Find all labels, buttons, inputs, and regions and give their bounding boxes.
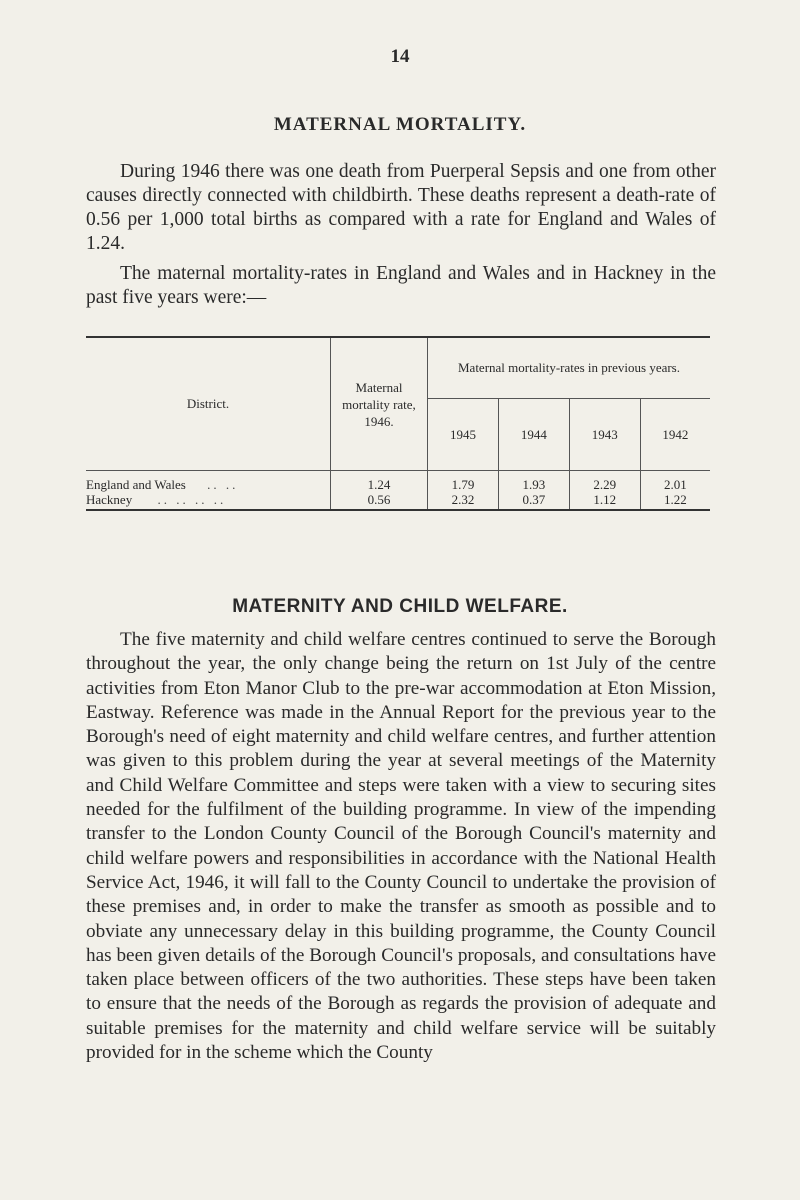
district-name: Hackney	[86, 492, 133, 507]
rate-1946-cell: 1.24	[331, 471, 428, 493]
leader-dots: .. ..	[207, 477, 239, 492]
paragraph-maternal-deaths: During 1946 there was one death from Puerperal Sepsis and one from other causes directly connected with childbirth. These deaths represent a death-rate of 0.56 per 1,000 total births as compared with a rate for England and Wales of 1.24.	[86, 161, 716, 254]
rate-1945-cell: 2.32	[428, 492, 499, 510]
rate-1946-cell: 0.56	[331, 492, 428, 510]
rate-1944-cell: 1.93	[498, 471, 569, 493]
table-row	[86, 492, 710, 510]
header-year-1942: 1942	[640, 399, 710, 471]
row-district-cell	[86, 492, 331, 510]
page-number: 14	[390, 46, 410, 67]
maternal-mortality-table	[86, 336, 710, 511]
rate-1942-cell: 1.22	[664, 492, 687, 507]
rate-1944-cell: 0.37	[498, 492, 569, 510]
header-year-1945: 1945	[428, 399, 499, 471]
header-district: District.	[86, 337, 331, 471]
section-title-maternal-mortality: MATERNAL MORTALITY.	[273, 114, 527, 135]
rate-1945-cell: 1.79	[428, 471, 499, 493]
district-name: England and Wales	[86, 477, 186, 492]
header-year-1943: 1943	[569, 399, 640, 471]
section-title-maternity-child-welfare: MATERNITY AND CHILD WELFARE.	[232, 596, 568, 617]
row-district-cell	[86, 471, 331, 493]
table-row	[86, 471, 710, 493]
rate-1943-cell: 1.12	[569, 492, 640, 510]
header-year-1944: 1944	[498, 399, 569, 471]
header-previous-years: Maternal mortality-rates in previous years.	[428, 337, 711, 399]
header-rate-1946	[331, 337, 428, 471]
header-rate-1946-text: Maternal mortality rate, 1946.	[342, 379, 416, 429]
paragraph-welfare-centres: The five maternity and child welfare centres continued to serve the Borough throughout the year, the only change being the return on 1st July of the centre activities from Eton Manor Club to the pre-war accommodation at Eton Mission, Eastway. Reference was made in the Annual Report for the previous year to the Borough's need of eight maternity and child welfare centres, and further attention was given to this problem during the year at several meetings of the Maternity and Child Welfare Committee and steps were taken with a view to securing sites needed for the fulfilment of the building programme. In view of the impending transfer to the London County Council of the Borough Council's maternity and child welfare powers and responsibilities in accordance with the National Health Service Act, 1946, it will fall to the County Council to undertake the provision of these premises and, in order to make the transfer as smooth as possible and to obviate any unnecessary delay in this building programme, the County Council has been given details of the Borough Council's proposals, and consultations have taken place between officers of the two authorities. These steps have been taken to ensure that the needs of the Borough as regards the provision of adequate and suitable premises for the maternity and child welfare service will be suitably provided for in the scheme which the County	[86, 629, 716, 1064]
rate-1942-cell: 2.01	[664, 477, 687, 492]
leader-dots: .. .. .. ..	[157, 492, 227, 507]
rate-1943-cell: 2.29	[569, 471, 640, 493]
paragraph-table-intro: The maternal mortality-rates in England and Wales and in Hackney in the past five years were:—	[86, 263, 716, 308]
